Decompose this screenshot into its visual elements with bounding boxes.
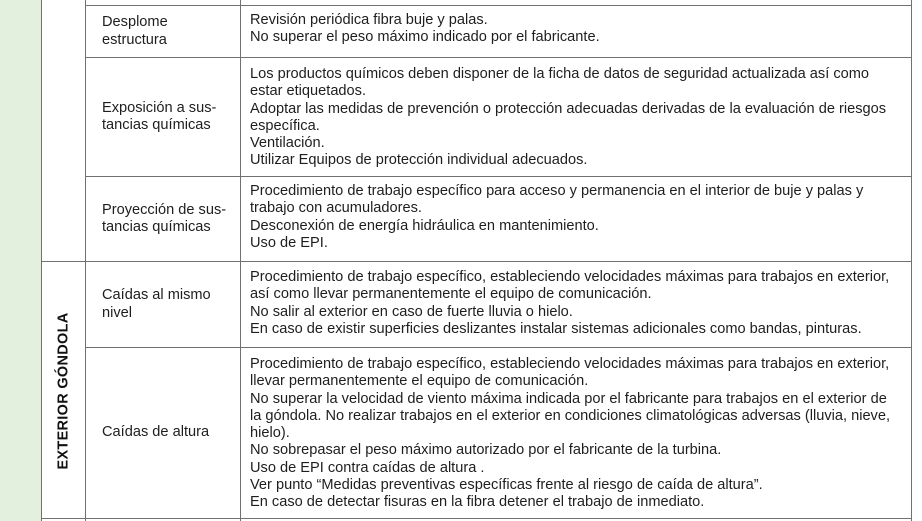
measure-line: trabajo con acumuladores.	[250, 200, 422, 217]
measures-cell	[241, 356, 911, 512]
section-label	[43, 261, 85, 521]
measure-line: Revisión periódica fibra buje y palas.	[250, 12, 488, 28]
measure-line: Utilizar Equipos de protección individual adecuados.	[250, 152, 588, 169]
risk-cell	[86, 177, 240, 261]
measure-line: Procedimiento de trabajo específico, estableciendo velocidades máximas para trabajos en exterior,	[250, 356, 890, 372]
measure-line: No superar el peso máximo indicado por el fabricante.	[250, 29, 600, 46]
measure-line: llevar permanentemente el equipo de comunicación.	[250, 373, 589, 390]
measures-cell	[241, 183, 911, 252]
risk-text: Proyección de sus-	[102, 201, 227, 218]
risk-cell	[86, 262, 240, 347]
measure-line: En caso de detectar fisuras en la fibra detener el trabajo de inmediato.	[250, 494, 705, 511]
measure-line: Procedimiento de trabajo específico para acceso y permanencia en el interior de buje y palas y	[250, 183, 864, 199]
measure-line: No sobrepasar el peso máximo autorizado por el fabricante de la turbina.	[250, 442, 722, 459]
section-color-strip	[0, 0, 41, 521]
measure-line: hielo).	[250, 425, 290, 442]
measure-line: así como llevar permanentemente el equipo de comunicación.	[250, 286, 652, 303]
measure-line: Uso de EPI.	[250, 234, 328, 251]
measure-line: Ventilación.	[250, 135, 325, 152]
measure-line: Los productos químicos deben disponer de la ficha de datos de seguridad actualizada así como	[250, 66, 870, 82]
measure-line: estar etiquetados.	[250, 83, 367, 100]
measures-cell	[241, 12, 911, 47]
measures-cell	[241, 66, 911, 170]
measure-line: Ver punto “Medidas preventivas específicas frente al riesgo de caída de altura”.	[250, 477, 763, 494]
risk-text: estructura	[102, 31, 167, 48]
risk-text: Exposición a sus-	[102, 99, 217, 116]
measure-line: Adoptar las medidas de prevención o protección adecuadas derivadas de la evaluación de riesgos	[250, 100, 887, 117]
risk-cell	[86, 58, 240, 176]
measure-line: No superar la velocidad de viento máxima indicada por el fabricante para trabajos en el exterior de	[250, 390, 887, 407]
risk-text: Caídas de altura	[102, 424, 210, 441]
risk-text: Caídas al mismo	[102, 287, 211, 303]
row-divider	[41, 518, 912, 519]
measure-line: la góndola. No realizar trabajos en el exterior en condiciones climatológicas adversas (lluvia, nieve,	[250, 407, 891, 424]
risk-cell	[86, 348, 240, 518]
measure-line: Uso de EPI contra caídas de altura .	[250, 459, 485, 476]
measures-cell	[241, 269, 911, 338]
measure-line: En caso de existir superficies deslizantes instalar sistemas adicionales como bandas, pinturas.	[250, 320, 862, 337]
risk-text: tancias químicas	[102, 117, 211, 133]
risk-cell	[86, 6, 240, 57]
risk-text: tancias químicas	[102, 219, 211, 235]
measure-line: No salir al exterior en caso de fuerte lluvia o hielo.	[250, 303, 573, 320]
measure-line: Desconexión de energía hidráulica en mantenimiento.	[250, 217, 599, 234]
risk-text: nivel	[102, 304, 133, 321]
section-label-text: EXTERIOR GÓNDOLA	[56, 312, 72, 470]
measure-line: específica.	[250, 117, 320, 134]
risk-text: Desplome	[102, 14, 168, 30]
measure-line: Procedimiento de trabajo específico, estableciendo velocidades máximas para trabajos en exterior,	[250, 269, 890, 285]
